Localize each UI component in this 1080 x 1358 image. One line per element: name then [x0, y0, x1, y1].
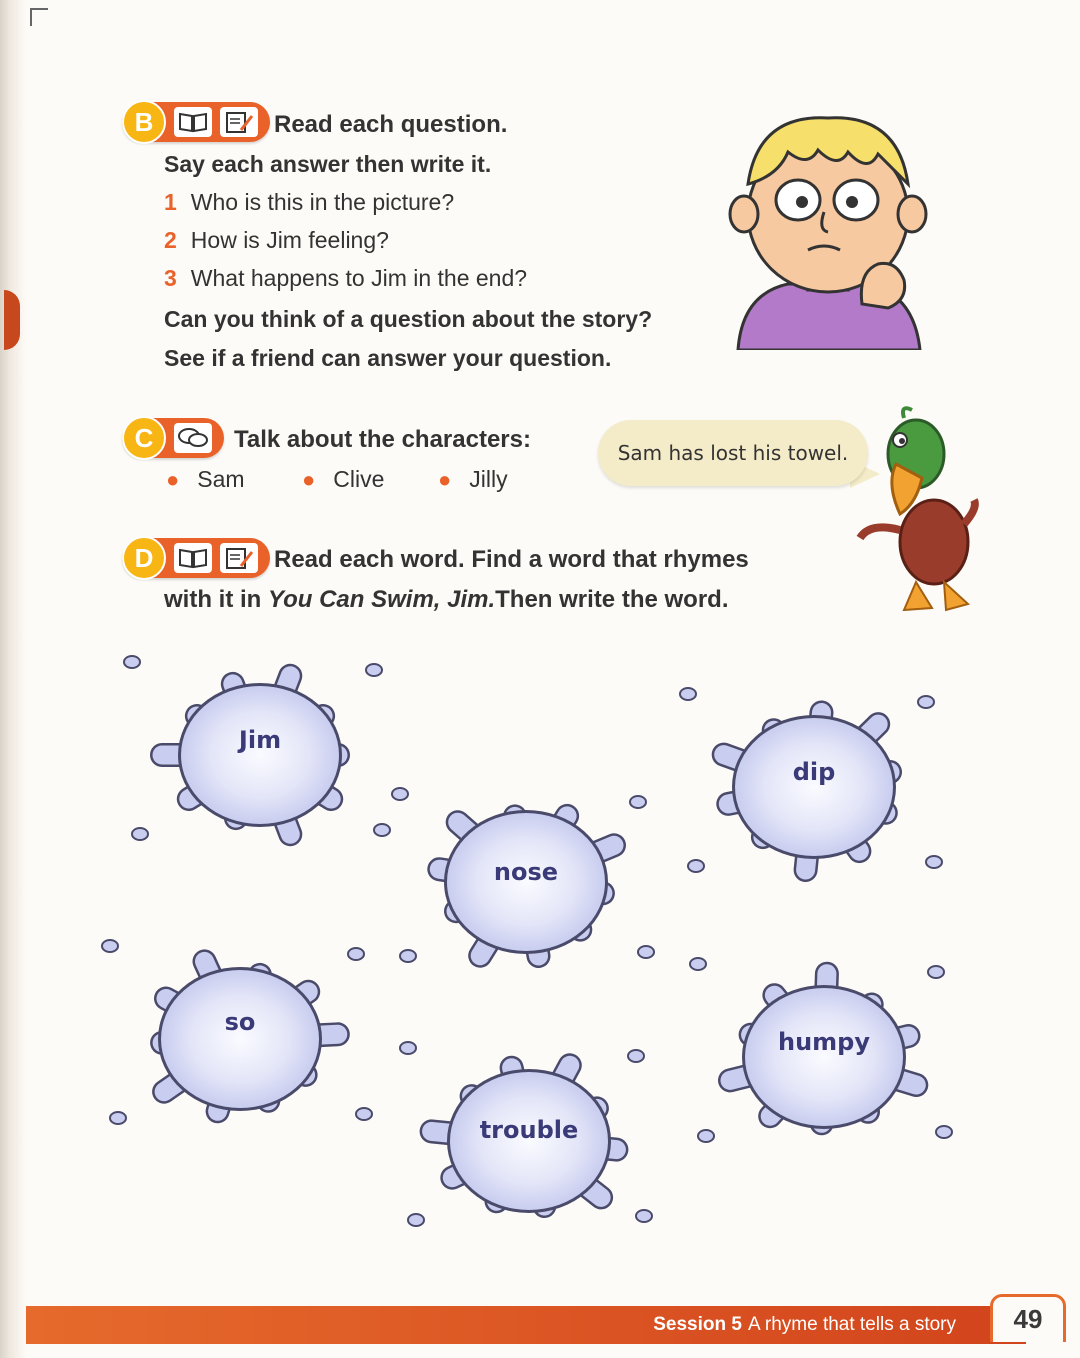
duck-illustration — [856, 404, 980, 616]
section-b-intro: Say each answer then write it. — [164, 151, 492, 177]
splat-trouble — [396, 1026, 662, 1256]
book-icon — [174, 543, 212, 573]
bullet-icon: ● — [302, 467, 316, 492]
rhyme-word: so — [224, 1008, 256, 1036]
splat-so — [98, 924, 382, 1154]
write-icon — [220, 543, 258, 573]
book-icon — [174, 107, 212, 137]
question-number: 2 — [164, 227, 177, 253]
section-b-badge — [122, 100, 270, 144]
bullet-icon: ● — [438, 467, 452, 492]
section-c-letter: C — [122, 416, 166, 460]
speech-bubble: Sam has lost his towel. — [598, 420, 868, 486]
section-b-heading: Read each question. — [274, 111, 508, 138]
bullet-icon: ● — [166, 467, 180, 492]
question-1 — [164, 189, 454, 216]
section-d-heading-line2 — [164, 586, 728, 614]
question-2 — [164, 227, 389, 254]
splat-dip — [676, 672, 952, 902]
story-title: You Can Swim, Jim. — [267, 586, 496, 613]
rhyme-word: dip — [792, 758, 836, 786]
write-icon — [220, 107, 258, 137]
splat-nose — [388, 772, 664, 992]
rhyme-word: humpy — [777, 1028, 870, 1056]
section-d-badge — [122, 536, 270, 580]
page-number: 49 — [990, 1294, 1066, 1342]
question-number: 3 — [164, 265, 177, 291]
splat-jim — [120, 640, 400, 870]
question-number: 1 — [164, 189, 177, 215]
question-text: What happens to Jim in the end? — [190, 265, 528, 291]
character-name: Sam — [197, 466, 245, 492]
question-text: How is Jim feeling? — [190, 227, 389, 253]
footer-bar — [26, 1306, 1026, 1344]
section-d-letter: D — [122, 536, 166, 580]
rhyme-word: trouble — [479, 1116, 579, 1144]
character-name: Jilly — [469, 466, 508, 492]
heading-text: with it in — [164, 586, 268, 613]
character-item — [302, 466, 384, 493]
character-name: Clive — [333, 466, 385, 492]
splat-humpy — [686, 942, 962, 1172]
page-corner-mark — [30, 8, 48, 26]
rhyme-word: nose — [493, 858, 559, 886]
section-b-letter: B — [122, 100, 166, 144]
section-d-heading-line1: Read each word. Find a word that rhymes — [274, 546, 749, 573]
section-c-badge — [122, 416, 224, 460]
character-item — [438, 466, 508, 493]
character-item — [166, 466, 245, 493]
jim-illustration — [728, 104, 928, 350]
question-3 — [164, 265, 527, 292]
section-c-heading: Talk about the characters: — [234, 426, 531, 453]
follow-up-question: Can you think of a question about the story? — [164, 306, 653, 332]
heading-text: Then write the word. — [495, 586, 729, 613]
question-text: Who is this in the picture? — [190, 189, 455, 215]
rhyme-word: Jim — [238, 726, 282, 754]
session-label: Session 5 — [653, 1314, 742, 1335]
follow-up-friend: See if a friend can answer your question. — [164, 345, 612, 371]
speech-bubbles-icon — [174, 423, 212, 453]
session-title: A rhyme that tells a story — [747, 1314, 956, 1335]
spine-tab — [4, 290, 20, 350]
book-spine — [0, 0, 26, 1358]
